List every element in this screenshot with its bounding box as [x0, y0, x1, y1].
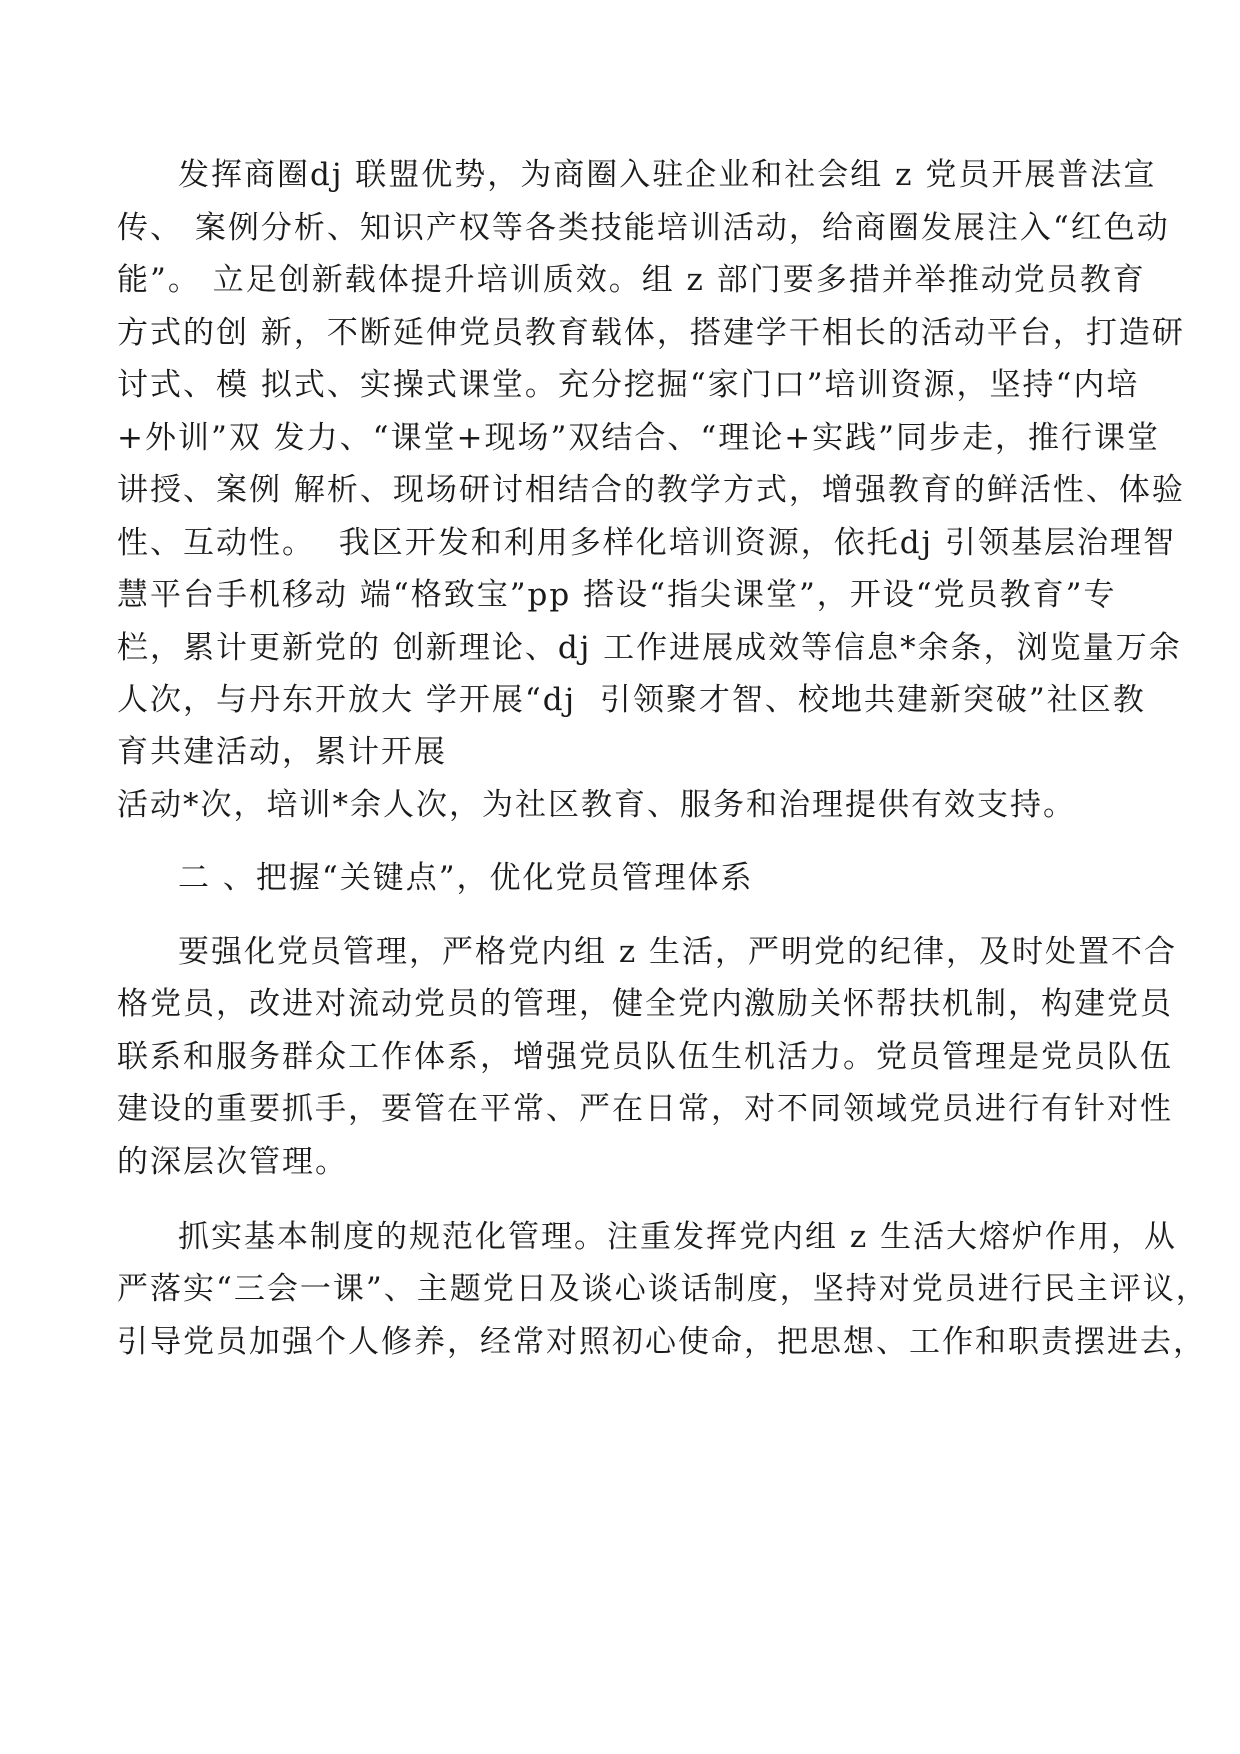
text-line: 慧平台手机移动 端“格致宝”pp 搭设“指尖课堂”，开设“党员教育”专: [117, 577, 1117, 613]
text-line: 性、互动性。 我区开发和利用多样化培训资源，依托dj 引领基层治理智: [117, 525, 1177, 561]
section-heading: 二 、把握“关键点”，优化党员管理体系: [178, 860, 754, 896]
text-line: 讲授、案例 解析、现场研讨相结合的教学方式，增强教育的鲜活性、体验: [117, 472, 1185, 508]
text-line: 育共建活动，累计开展: [117, 734, 447, 770]
text-line: 引导党员加强个人修养，经常对照初心使命，把思想、工作和职责摆进去，: [117, 1324, 1206, 1360]
text-line: 栏，累计更新党的 创新理论、dj 工作进展成效等信息*余条，浏览量万余: [117, 630, 1182, 666]
text-line: 格党员，改进对流动党员的管理，健全党内激励关怀帮扶机制，构建党员: [117, 986, 1173, 1022]
text-line: 人次，与丹东开放大 学开展“dj 引领聚才智、校地共建新突破”社区教: [117, 682, 1146, 718]
text-line: 能”。 立足创新载体提升培训质效。组 z 部门要多措并举推动党员教育: [117, 262, 1146, 298]
text-line: 联系和服务群众工作体系，增强党员队伍生机活力。党员管理是党员队伍: [117, 1039, 1173, 1075]
text-line: 的深层次管理。: [117, 1144, 348, 1180]
text-line: 讨式、模 拟式、实操式课堂。充分挖掘“家门口”培训资源，坚持“内培: [117, 367, 1140, 403]
text-line: 发挥商圈dj 联盟优势，为商圈入驻企业和社会组 z 党员开展普法宣: [178, 157, 1157, 193]
text-line: 方式的创 新，不断延伸党员教育载体，搭建学干相长的活动平台，打造研: [117, 315, 1185, 351]
text-line: +外训”双 发力、“课堂+现场”双结合、“理论+实践”同步走，推行课堂: [117, 420, 1161, 456]
text-line: 要强化党员管理，严格党内组 z 生活，严明党的纪律，及时处置不合: [178, 934, 1178, 970]
text-line: 建设的重要抓手，要管在平常、严在日常，对不同领域党员进行有针对性: [117, 1091, 1173, 1127]
text-line: 传、 案例分析、知识产权等各类技能培训活动，给商圈发展注入“红色动: [117, 210, 1170, 246]
text-line: 活动*次，培训*余人次，为社区教育、服务和治理提供有效支持。: [117, 787, 1076, 823]
text-line: 严落实“三会一课”、主题党日及谈心谈话制度，坚持对党员进行民主评议，: [117, 1271, 1209, 1307]
text-line: 抓实基本制度的规范化管理。注重发挥党内组 z 生活大熔炉作用，从: [178, 1219, 1178, 1255]
